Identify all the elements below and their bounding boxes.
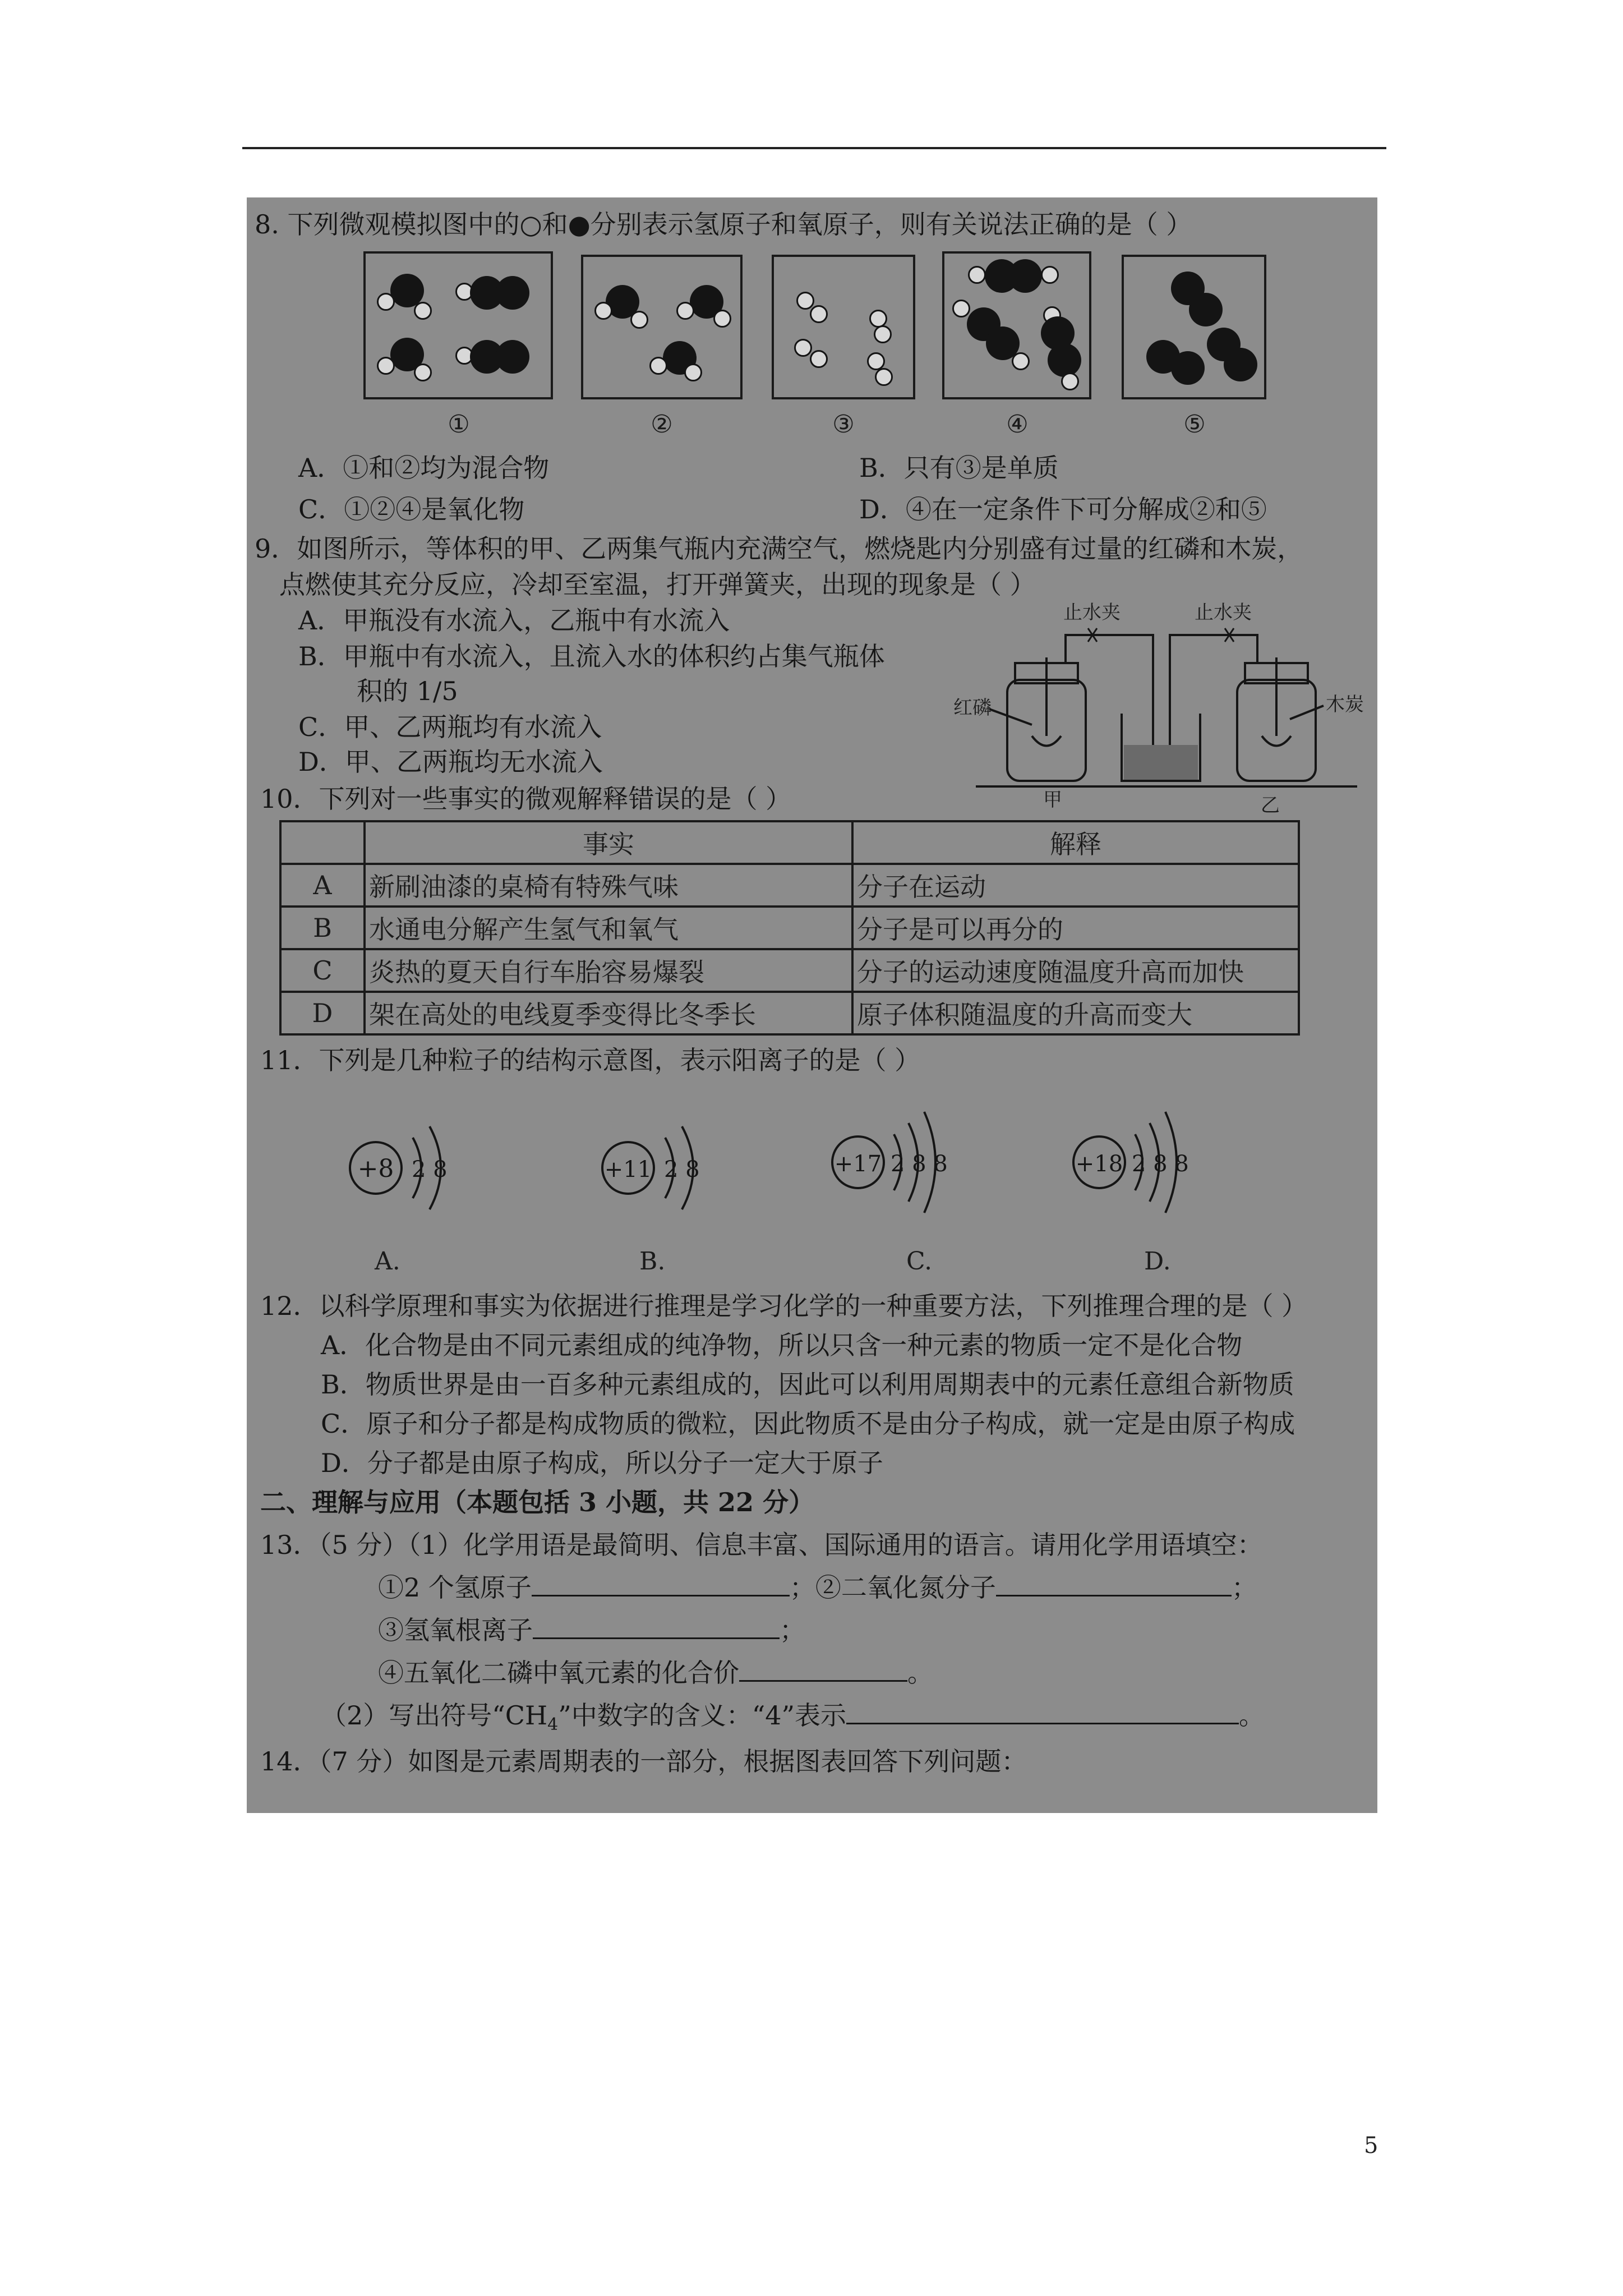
header-rule <box>242 147 1386 149</box>
box-label-4: ④ <box>1006 410 1029 439</box>
nucleus-charge: +11 <box>604 1157 652 1182</box>
q12-stem: 12．以科学原理和事实为依据进行推理是学习化学的一种重要方法，下列推理合理的是（ ） <box>260 1291 1308 1321</box>
hydrogen-atom <box>594 302 612 320</box>
molecule-box-2 <box>581 255 743 399</box>
explanation-cell: 原子体积随温度的升高而变大 <box>852 992 1299 1034</box>
q12-option-b: B．物质世界是由一百多种元素组成的，因此可以利用周期表中的元素任意组合新物质 <box>321 1369 1294 1400</box>
atom-label-d: D. <box>1144 1247 1171 1276</box>
hydrogen-atom <box>414 302 432 320</box>
atom-label-c: C. <box>906 1247 933 1276</box>
molecule-box-3 <box>772 255 915 399</box>
q9-option-d: D．甲、乙两瓶均无水流入 <box>298 747 603 777</box>
q8-option-b: B．只有③是单质 <box>859 453 1059 483</box>
q13-line-1 <box>378 1571 1257 1604</box>
hydrogen-atom <box>630 311 648 329</box>
hydrogen-atom <box>874 325 892 343</box>
row-letter: D <box>280 992 365 1034</box>
hydrogen-atom <box>713 310 731 328</box>
q13-item-2: ②二氧化氮分子 <box>815 1572 996 1603</box>
q10-stem: 10．下列对一些事实的微观解释错误的是（ ） <box>260 784 792 814</box>
molecule-box-1 <box>363 251 553 399</box>
table-header <box>280 821 365 864</box>
oxygen-atom <box>496 276 529 310</box>
electron-config: 2 8 <box>664 1157 700 1182</box>
atom-structure-drawing <box>342 1095 510 1241</box>
q13-part2-text: （2）写出符号“CH <box>321 1700 548 1731</box>
q8-stem: 8. 下列微观模拟图中的○和●分别表示氢原子和氧原子，则有关说法正确的是（ ） <box>255 209 1192 240</box>
atom-diagram-d <box>1066 1089 1234 1235</box>
answer-blank[interactable] <box>533 1613 780 1639</box>
separator: ； <box>780 1615 805 1645</box>
q13-item-3: ③氢氧根离子 <box>378 1615 533 1645</box>
fact-cell: 架在高处的电线夏季变得比冬季长 <box>365 992 852 1034</box>
page-number: 5 <box>1364 2133 1378 2159</box>
hydrogen-atom <box>649 357 667 375</box>
molecule-box-4 <box>942 251 1091 399</box>
atom-structure-drawing <box>824 1089 993 1235</box>
q8-option-c: C．①②④是氧化物 <box>298 494 525 524</box>
oxygen-atom <box>1171 351 1205 385</box>
oxygen-atom <box>496 340 529 374</box>
row-letter: C <box>280 949 365 992</box>
exam-sheet <box>247 197 1377 1813</box>
gas-bottle-apparatus <box>953 601 1377 803</box>
hydrogen-atom <box>810 350 828 368</box>
q8-option-a: A．①和②均为混合物 <box>298 453 550 483</box>
q12-option-c: C．原子和分子都是构成物质的微粒，因此物质不是由分子构成，就一定是由原子构成 <box>321 1409 1295 1439</box>
q13-item-1: ①2 个氢原子 <box>378 1572 532 1603</box>
q12-option-d: D．分子都是由原子构成，所以分子一定大于原子 <box>321 1448 883 1478</box>
q13-stem: 13．（5 分）（1）化学用语是最简明、信息丰富、国际通用的语言。请用化学用语填空： <box>260 1530 1263 1560</box>
electron-config: 2 8 8 <box>891 1151 948 1177</box>
period: 。 <box>1239 1700 1265 1731</box>
separator: ； <box>1231 1572 1257 1603</box>
section-2-heading: 二、理解与应用（本题包括 3 小题，共 22 分） <box>260 1487 815 1517</box>
box-label-5: ⑤ <box>1183 410 1206 439</box>
q9-stem-line2: 点燃使其充分反应，冷却至室温，打开弹簧夹，出现的现象是（ ） <box>279 569 1036 600</box>
hydrogen-atom <box>794 339 812 357</box>
q13-line-2 <box>378 1613 805 1647</box>
table-row <box>280 864 1299 907</box>
hydrogen-atom <box>414 364 432 381</box>
charcoal-label: 木炭 <box>1326 693 1364 716</box>
answer-blank[interactable] <box>996 1571 1232 1596</box>
oxygen-atom <box>1189 293 1223 326</box>
bottle-yi-label: 乙 <box>1261 794 1280 817</box>
q13-line-3 <box>378 1656 933 1690</box>
explanation-cell: 分子在运动 <box>852 864 1299 907</box>
row-letter: A <box>280 864 365 907</box>
row-letter: B <box>280 907 365 949</box>
oxygen-atom <box>1008 259 1042 293</box>
table-header: 事实 <box>365 821 852 864</box>
fact-cell: 水通电分解产生氢气和氧气 <box>365 907 852 949</box>
atom-diagram-c <box>824 1089 993 1235</box>
hydrogen-atom <box>952 300 970 318</box>
hydrogen-atom <box>869 310 887 328</box>
atom-diagram-b <box>594 1095 763 1241</box>
explanation-cell: 分子的运动速度随温度升高而加快 <box>852 949 1299 992</box>
hydrogen-atom <box>377 293 395 311</box>
period: 。 <box>907 1658 933 1688</box>
box-label-2: ② <box>651 410 673 439</box>
fact-cell: 新刷油漆的桌椅有特殊气味 <box>365 864 852 907</box>
q13-item-4: ④五氧化二磷中氧元素的化合价 <box>378 1658 739 1688</box>
oxygen-atom <box>1224 348 1257 381</box>
answer-blank[interactable] <box>739 1656 907 1682</box>
hydrogen-atom <box>377 357 395 375</box>
right-clamp-label: 止水夹 <box>1195 601 1252 624</box>
red-phosphorus-label: 红磷 <box>953 697 992 719</box>
hydrogen-atom <box>684 364 702 381</box>
hydrogen-atom <box>1012 352 1030 370</box>
q11-stem: 11．下列是几种粒子的结构示意图，表示阳离子的是（ ） <box>260 1045 921 1075</box>
facts-table <box>279 820 1300 1036</box>
hydrogen-atom <box>875 368 893 386</box>
q9-option-b-line2: 积的 1/5 <box>357 676 458 706</box>
nucleus-charge: +18 <box>1075 1151 1123 1177</box>
atom-diagram-a <box>342 1095 510 1241</box>
atom-structure-drawing <box>594 1095 763 1241</box>
hydrogen-atom <box>796 292 814 310</box>
bottle-jia-label: 甲 <box>1043 789 1062 811</box>
nucleus-charge: +17 <box>834 1151 882 1177</box>
electron-config: 2 8 8 <box>1132 1151 1189 1177</box>
answer-blank[interactable] <box>846 1699 1239 1724</box>
subscript-4: 4 <box>547 1715 559 1735</box>
atom-label-b: B. <box>639 1247 666 1276</box>
hydrogen-atom <box>1041 266 1059 284</box>
answer-blank[interactable] <box>532 1571 790 1596</box>
table-row <box>280 949 1299 992</box>
left-clamp-label: 止水夹 <box>1063 601 1121 624</box>
box-label-1: ① <box>448 410 470 439</box>
molecule-box-5 <box>1122 255 1266 399</box>
hydrogen-atom <box>968 266 986 284</box>
q8-option-d: D．④在一定条件下可分解成②和⑤ <box>859 494 1267 524</box>
q13-part-2 <box>321 1699 1265 1742</box>
fact-cell: 炎热的夏天自行车胎容易爆裂 <box>365 949 852 992</box>
q9-stem-line1: 9．如图所示，等体积的甲、乙两集气瓶内充满空气，燃烧匙内分别盛有过量的红磷和木炭， <box>255 533 1303 564</box>
atom-label-a: A. <box>375 1247 400 1276</box>
hydrogen-atom <box>810 305 828 323</box>
separator: ； <box>789 1572 815 1603</box>
q13-part2-text-b: ”中数字的含义：“4”表示 <box>558 1700 847 1731</box>
q14-stem: 14．（7 分）如图是元素周期表的一部分，根据图表回答下列问题： <box>260 1746 1027 1777</box>
apparatus-drawing <box>953 601 1377 803</box>
hydrogen-atom <box>1061 372 1079 390</box>
atom-structure-drawing <box>1066 1089 1234 1235</box>
q12-option-a: A．化合物是由不同元素组成的纯净物，所以只含一种元素的物质一定不是化合物 <box>321 1330 1243 1360</box>
table-row <box>280 907 1299 949</box>
table-row <box>280 992 1299 1034</box>
q9-option-b-line1: B．甲瓶中有水流入，且流入水的体积约占集气瓶体 <box>298 641 885 671</box>
hydrogen-atom <box>676 302 694 320</box>
table-header: 解释 <box>852 821 1299 864</box>
box-label-3: ③ <box>832 410 855 439</box>
electron-config: 2 8 <box>412 1157 448 1182</box>
q9-option-a: A．甲瓶没有水流入，乙瓶中有水流入 <box>298 605 730 636</box>
q9-option-c: C．甲、乙两瓶均有水流入 <box>298 712 602 742</box>
oxygen-atom <box>1048 343 1081 377</box>
table-header-row <box>280 821 1299 864</box>
explanation-cell: 分子是可以再分的 <box>852 907 1299 949</box>
nucleus-charge: +8 <box>357 1154 394 1183</box>
